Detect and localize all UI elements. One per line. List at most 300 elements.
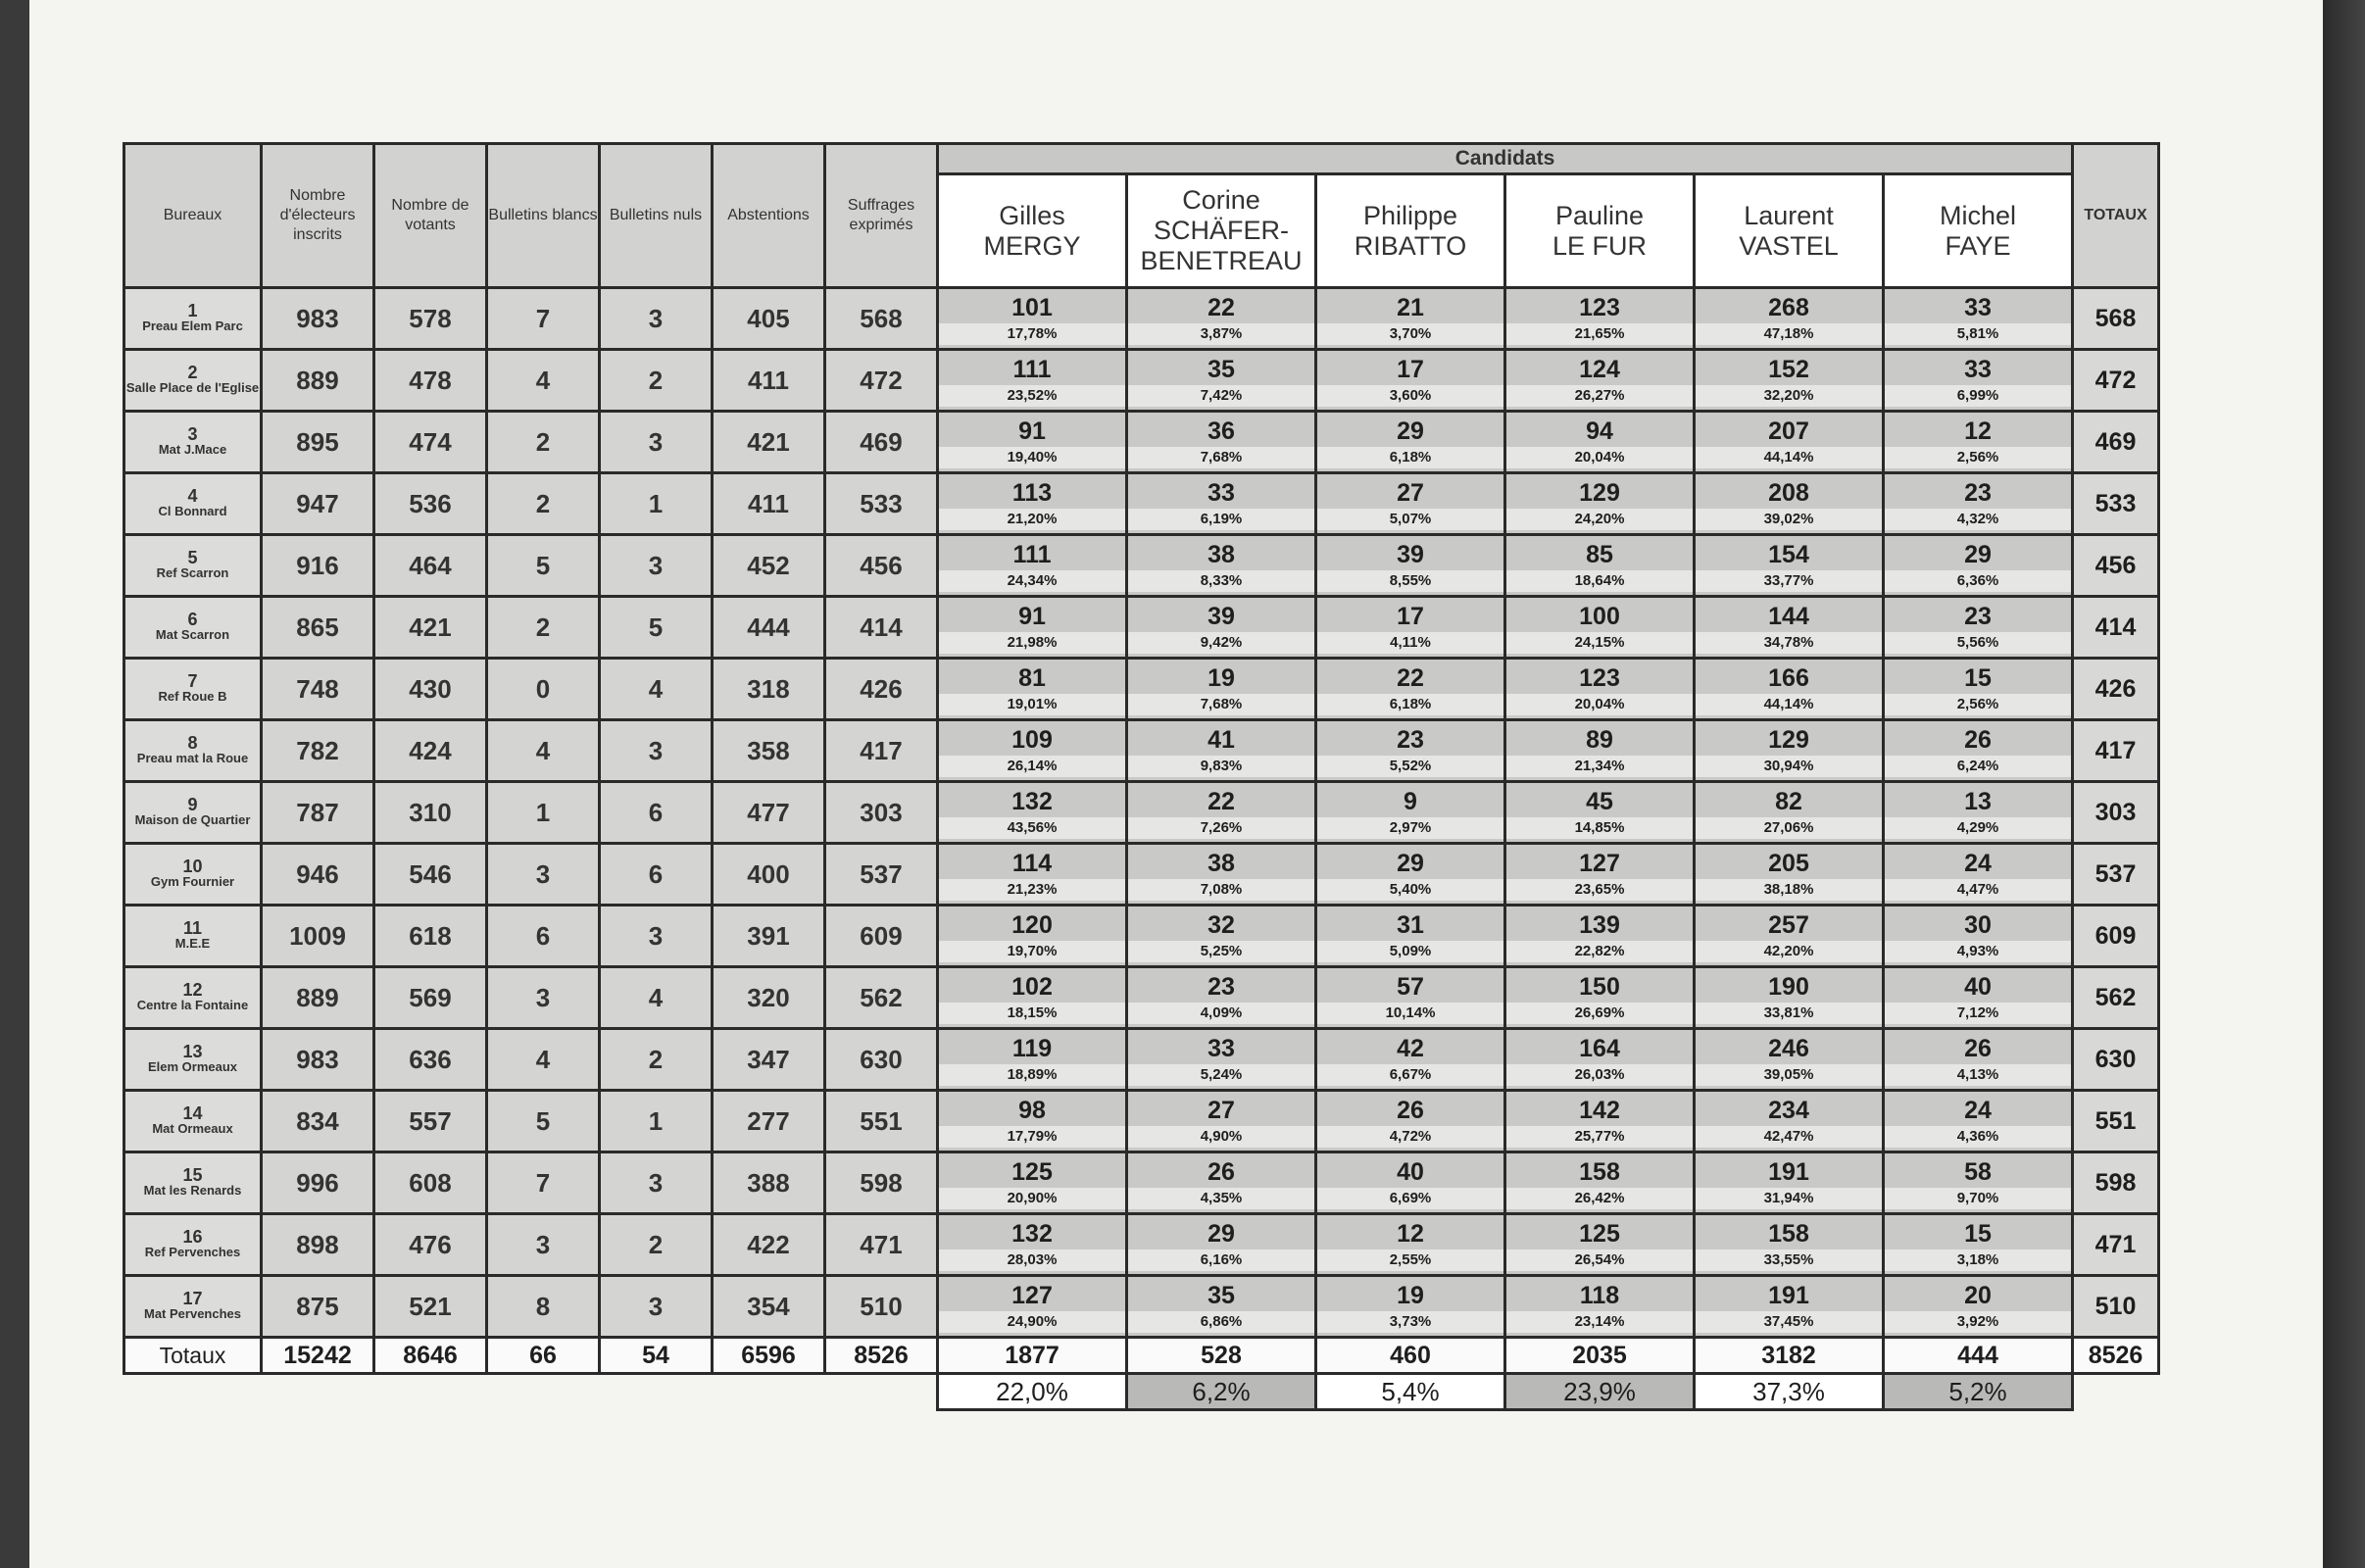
vote-cell [1316, 1214, 1505, 1276]
cell-abstentions: 347 [713, 1029, 825, 1091]
vote-cell [1316, 1029, 1505, 1091]
vote-count: 41 [1207, 726, 1235, 754]
header-votants: Nombre de votants [374, 144, 487, 288]
vote-cell [1127, 844, 1316, 906]
vote-count: 207 [1768, 417, 1809, 445]
vote-percent: 9,70% [1885, 1188, 2071, 1209]
cell-exprimes: 533 [825, 473, 938, 535]
bureau-cell [124, 659, 262, 720]
cell-nuls: 6 [600, 782, 713, 844]
vote-cell [938, 1152, 1127, 1214]
vote-count: 20 [1964, 1282, 1992, 1309]
vote-percent: 7,12% [1885, 1003, 2071, 1024]
vote-cell [938, 906, 1127, 967]
vote-count: 98 [1018, 1097, 1046, 1124]
vote-count: 36 [1207, 417, 1235, 445]
vote-percent: 7,42% [1128, 385, 1314, 407]
table-row [124, 535, 2159, 597]
vote-cell [1316, 967, 1505, 1029]
vote-cell [1127, 782, 1316, 844]
cell-blancs: 5 [487, 535, 600, 597]
cell-votants: 464 [374, 535, 487, 597]
cell-abstentions: 405 [713, 288, 825, 350]
vote-count: 85 [1586, 541, 1613, 568]
cell-abstentions: 411 [713, 473, 825, 535]
cell-exprimes: 609 [825, 906, 938, 967]
vote-percent: 26,03% [1506, 1064, 1693, 1086]
vote-percent: 23,52% [939, 385, 1125, 407]
vote-cell [1505, 1091, 1695, 1152]
cell-nuls: 4 [600, 659, 713, 720]
vote-cell [1127, 1091, 1316, 1152]
vote-cell [938, 288, 1127, 350]
vote-count: 100 [1579, 603, 1620, 630]
vote-percent: 24,15% [1506, 632, 1693, 654]
total-inscrits: 15242 [262, 1338, 374, 1374]
row-total: 537 [2073, 844, 2159, 906]
vote-percent: 5,25% [1128, 941, 1314, 962]
vote-percent: 3,73% [1317, 1311, 1503, 1333]
candidate-first-name: Gilles [999, 200, 1065, 230]
total-exprimes: 8526 [825, 1338, 938, 1374]
bureau-number: 17 [182, 1289, 203, 1308]
vote-cell [1884, 473, 2073, 535]
bureau-name: Mat J.Mace [158, 442, 227, 457]
total-candidate-percent: 37,3% [1695, 1374, 1884, 1410]
row-total: 562 [2073, 967, 2159, 1029]
cell-blancs: 5 [487, 1091, 600, 1152]
candidate-header [1505, 174, 1695, 288]
vote-percent: 5,52% [1317, 756, 1503, 777]
vote-cell [1884, 288, 2073, 350]
vote-percent: 6,19% [1128, 509, 1314, 530]
vote-count: 42 [1397, 1035, 1424, 1062]
header-bureaux: Bureaux [124, 144, 262, 288]
vote-percent: 17,78% [939, 323, 1125, 345]
row-total: 417 [2073, 720, 2159, 782]
vote-percent: 5,56% [1885, 632, 2071, 654]
vote-percent: 25,77% [1506, 1126, 1693, 1148]
vote-cell [1884, 1029, 2073, 1091]
vote-count: 94 [1586, 417, 1613, 445]
vote-count: 45 [1586, 788, 1613, 815]
vote-percent: 18,15% [939, 1003, 1125, 1024]
vote-percent: 6,99% [1885, 385, 2071, 407]
vote-percent: 6,24% [1885, 756, 2071, 777]
vote-percent: 3,92% [1885, 1311, 2071, 1333]
bureau-number: 9 [187, 795, 198, 814]
vote-percent: 21,23% [939, 879, 1125, 901]
vote-count: 26 [1397, 1097, 1424, 1124]
vote-percent: 2,97% [1317, 817, 1503, 839]
bureau-name: Ref Pervenches [144, 1245, 241, 1259]
vote-percent: 26,69% [1506, 1003, 1693, 1024]
vote-cell [1505, 1152, 1695, 1214]
vote-percent: 6,67% [1317, 1064, 1503, 1086]
vote-cell [1695, 350, 1884, 412]
bureau-name: Mat Pervenches [144, 1306, 241, 1321]
row-total: 510 [2073, 1276, 2159, 1338]
vote-percent: 28,03% [939, 1250, 1125, 1271]
cell-votants: 618 [374, 906, 487, 967]
vote-count: 33 [1964, 294, 1992, 321]
vote-percent: 6,36% [1885, 570, 2071, 592]
vote-count: 166 [1768, 664, 1809, 692]
vote-count: 13 [1964, 788, 1992, 815]
vote-cell [1884, 906, 2073, 967]
row-total: 469 [2073, 412, 2159, 473]
vote-percent: 34,78% [1696, 632, 1882, 654]
bureau-name: Preau Elem Parc [142, 318, 243, 333]
header-candidats: Candidats [938, 144, 2073, 174]
vote-percent: 7,26% [1128, 817, 1314, 839]
vote-count: 234 [1768, 1097, 1809, 1124]
vote-percent: 30,94% [1696, 756, 1882, 777]
cell-inscrits: 996 [262, 1152, 374, 1214]
bureau-cell [124, 782, 262, 844]
bureau-number: 14 [182, 1103, 203, 1123]
vote-cell [1884, 844, 2073, 906]
table-row [124, 906, 2159, 967]
vote-percent: 17,79% [939, 1126, 1125, 1148]
cell-votants: 569 [374, 967, 487, 1029]
cell-blancs: 4 [487, 1029, 600, 1091]
vote-percent: 37,45% [1696, 1311, 1882, 1333]
vote-count: 191 [1768, 1282, 1809, 1309]
vote-cell [1316, 720, 1505, 782]
vote-cell [938, 597, 1127, 659]
vote-count: 23 [1397, 726, 1424, 754]
vote-cell [1127, 720, 1316, 782]
cell-inscrits: 947 [262, 473, 374, 535]
bureau-cell [124, 844, 262, 906]
vote-count: 158 [1579, 1158, 1620, 1186]
cell-nuls: 3 [600, 1152, 713, 1214]
vote-cell [1316, 597, 1505, 659]
bureau-number: 6 [187, 610, 198, 629]
vote-count: 15 [1964, 1220, 1992, 1248]
vote-percent: 4,47% [1885, 879, 2071, 901]
vote-percent: 18,64% [1506, 570, 1693, 592]
header-totaux: TOTAUX [2073, 144, 2159, 288]
vote-cell [1316, 288, 1505, 350]
bureau-name: Salle Place de l'Eglise [125, 380, 260, 395]
total-candidate-votes: 528 [1127, 1338, 1316, 1374]
cell-blancs: 7 [487, 288, 600, 350]
vote-count: 35 [1207, 356, 1235, 383]
cell-blancs: 2 [487, 473, 600, 535]
cell-exprimes: 551 [825, 1091, 938, 1152]
vote-cell [1127, 1029, 1316, 1091]
vote-cell [1505, 597, 1695, 659]
vote-cell [1695, 844, 1884, 906]
vote-count: 26 [1964, 1035, 1992, 1062]
vote-percent: 21,65% [1506, 323, 1693, 345]
vote-count: 23 [1964, 479, 1992, 507]
vote-percent: 33,55% [1696, 1250, 1882, 1271]
bureau-cell [124, 1152, 262, 1214]
row-total: 471 [2073, 1214, 2159, 1276]
vote-count: 39 [1397, 541, 1424, 568]
table-row [124, 1276, 2159, 1338]
cell-inscrits: 787 [262, 782, 374, 844]
row-total: 426 [2073, 659, 2159, 720]
table-row [124, 782, 2159, 844]
vote-count: 113 [1011, 479, 1053, 507]
vote-percent: 3,60% [1317, 385, 1503, 407]
vote-count: 29 [1397, 417, 1424, 445]
bureau-name: Elem Ormeaux [147, 1059, 238, 1074]
cell-inscrits: 889 [262, 350, 374, 412]
bureau-name: Cl Bonnard [158, 504, 227, 518]
cell-votants: 546 [374, 844, 487, 906]
vote-cell [1505, 473, 1695, 535]
vote-count: 123 [1579, 664, 1620, 692]
vote-cell [1127, 473, 1316, 535]
vote-cell [1127, 412, 1316, 473]
cell-inscrits: 875 [262, 1276, 374, 1338]
vote-cell [938, 350, 1127, 412]
vote-cell [1505, 535, 1695, 597]
row-total: 609 [2073, 906, 2159, 967]
cell-exprimes: 630 [825, 1029, 938, 1091]
total-candidate-votes: 444 [1884, 1338, 2073, 1374]
bureau-number: 12 [182, 980, 203, 1000]
vote-count: 27 [1207, 1097, 1235, 1124]
vote-count: 38 [1207, 541, 1235, 568]
cell-abstentions: 391 [713, 906, 825, 967]
cell-nuls: 3 [600, 720, 713, 782]
cell-exprimes: 469 [825, 412, 938, 473]
vote-percent: 24,20% [1506, 509, 1693, 530]
row-total: 598 [2073, 1152, 2159, 1214]
vote-cell [938, 412, 1127, 473]
vote-count: 31 [1397, 911, 1424, 939]
vote-count: 164 [1579, 1035, 1620, 1062]
cell-inscrits: 889 [262, 967, 374, 1029]
candidate-first-name: Laurent [1744, 200, 1834, 230]
vote-count: 124 [1579, 356, 1620, 383]
vote-percent: 18,89% [939, 1064, 1125, 1086]
vote-count: 109 [1011, 726, 1053, 754]
row-total: 456 [2073, 535, 2159, 597]
vote-count: 118 [1579, 1282, 1620, 1309]
vote-count: 89 [1586, 726, 1613, 754]
bureau-cell [124, 473, 262, 535]
empty-cell [262, 1374, 374, 1410]
totals-label: Totaux [124, 1338, 262, 1374]
vote-percent: 5,09% [1317, 941, 1503, 962]
vote-count: 142 [1579, 1097, 1620, 1124]
vote-percent: 7,08% [1128, 879, 1314, 901]
vote-percent: 4,32% [1885, 509, 2071, 530]
vote-cell [1127, 597, 1316, 659]
empty-cell [374, 1374, 487, 1410]
vote-count: 29 [1964, 541, 1992, 568]
total-candidate-votes: 3182 [1695, 1338, 1884, 1374]
bureau-cell [124, 906, 262, 967]
vote-cell [1316, 659, 1505, 720]
bureau-number: 15 [182, 1165, 203, 1185]
candidate-first-name: Michel [1939, 200, 2017, 230]
vote-percent: 19,40% [939, 447, 1125, 468]
cell-nuls: 3 [600, 288, 713, 350]
table-row [124, 288, 2159, 350]
header-nuls: Bulletins nuls [600, 144, 713, 288]
vote-cell [1505, 659, 1695, 720]
bureau-name: Preau mat la Roue [136, 751, 249, 765]
vote-cell [938, 844, 1127, 906]
table-row [124, 967, 2159, 1029]
vote-percent: 27,06% [1696, 817, 1882, 839]
vote-cell [938, 1029, 1127, 1091]
cell-nuls: 5 [600, 597, 713, 659]
vote-cell [1695, 473, 1884, 535]
bureau-name: Centre la Fontaine [136, 998, 249, 1012]
total-nuls: 54 [600, 1338, 713, 1374]
vote-cell [1505, 288, 1695, 350]
vote-count: 82 [1775, 788, 1802, 815]
vote-cell [938, 782, 1127, 844]
bureau-number: 4 [187, 486, 198, 506]
row-total: 568 [2073, 288, 2159, 350]
cell-abstentions: 400 [713, 844, 825, 906]
vote-cell [1505, 720, 1695, 782]
table-row [124, 412, 2159, 473]
cell-blancs: 2 [487, 412, 600, 473]
header-blancs: Bulletins blancs [487, 144, 600, 288]
table-surface [2323, 0, 2365, 1568]
header-exprimes: Suffrages exprimés [825, 144, 938, 288]
vote-count: 22 [1397, 664, 1424, 692]
cell-blancs: 4 [487, 720, 600, 782]
vote-count: 127 [1579, 850, 1620, 877]
vote-percent: 14,85% [1506, 817, 1693, 839]
vote-cell [1127, 906, 1316, 967]
bureau-name: Ref Scarron [156, 565, 229, 580]
vote-count: 129 [1768, 726, 1809, 754]
cell-votants: 536 [374, 473, 487, 535]
vote-count: 190 [1768, 973, 1809, 1001]
bureau-number: 5 [187, 548, 198, 567]
vote-cell [1316, 844, 1505, 906]
row-total: 303 [2073, 782, 2159, 844]
vote-count: 191 [1768, 1158, 1809, 1186]
vote-percent: 26,54% [1506, 1250, 1693, 1271]
vote-cell [938, 1091, 1127, 1152]
vote-count: 12 [1397, 1220, 1424, 1248]
cell-abstentions: 452 [713, 535, 825, 597]
cell-inscrits: 834 [262, 1091, 374, 1152]
vote-cell [1695, 288, 1884, 350]
vote-count: 257 [1768, 911, 1809, 939]
vote-percent: 19,70% [939, 941, 1125, 962]
vote-cell [1505, 350, 1695, 412]
candidate-last-name: SCHÄFER-BENETREAU [1140, 216, 1303, 275]
vote-percent: 4,13% [1885, 1064, 2071, 1086]
cell-nuls: 1 [600, 473, 713, 535]
empty-cell [825, 1374, 938, 1410]
vote-percent: 5,40% [1317, 879, 1503, 901]
vote-percent: 3,70% [1317, 323, 1503, 345]
cell-nuls: 2 [600, 1029, 713, 1091]
vote-cell [1884, 1214, 2073, 1276]
empty-cell [713, 1374, 825, 1410]
total-candidate-votes: 1877 [938, 1338, 1127, 1374]
vote-percent: 26,14% [939, 756, 1125, 777]
vote-percent: 7,68% [1128, 447, 1314, 468]
vote-cell [1695, 720, 1884, 782]
vote-percent: 39,02% [1696, 509, 1882, 530]
vote-count: 246 [1768, 1035, 1809, 1062]
vote-cell [1505, 782, 1695, 844]
table-row [124, 659, 2159, 720]
vote-percent: 39,05% [1696, 1064, 1882, 1086]
vote-count: 22 [1207, 788, 1235, 815]
vote-cell [1505, 1214, 1695, 1276]
bureau-cell [124, 1214, 262, 1276]
vote-cell [1316, 906, 1505, 967]
empty-cell [2073, 1374, 2159, 1410]
cell-exprimes: 472 [825, 350, 938, 412]
vote-percent: 10,14% [1317, 1003, 1503, 1024]
bureau-cell [124, 1029, 262, 1091]
vote-percent: 5,07% [1317, 509, 1503, 530]
vote-count: 101 [1011, 294, 1053, 321]
vote-percent: 4,11% [1317, 632, 1503, 654]
cell-abstentions: 354 [713, 1276, 825, 1338]
vote-cell [1505, 967, 1695, 1029]
cell-votants: 578 [374, 288, 487, 350]
cell-abstentions: 421 [713, 412, 825, 473]
cell-inscrits: 983 [262, 288, 374, 350]
vote-percent: 33,81% [1696, 1003, 1882, 1024]
cell-inscrits: 865 [262, 597, 374, 659]
vote-count: 33 [1964, 356, 1992, 383]
total-candidate-percent: 22,0% [938, 1374, 1127, 1410]
vote-count: 17 [1397, 356, 1424, 383]
vote-count: 29 [1207, 1220, 1235, 1248]
cell-blancs: 8 [487, 1276, 600, 1338]
cell-inscrits: 782 [262, 720, 374, 782]
total-candidate-percent: 5,4% [1316, 1374, 1505, 1410]
candidate-last-name: LE FUR [1552, 230, 1648, 261]
vote-percent: 7,68% [1128, 694, 1314, 715]
vote-cell [1695, 1029, 1884, 1091]
cell-nuls: 6 [600, 844, 713, 906]
vote-percent: 8,33% [1128, 570, 1314, 592]
candidate-header [1695, 174, 1884, 288]
cell-exprimes: 598 [825, 1152, 938, 1214]
vote-count: 19 [1397, 1282, 1424, 1309]
table-row [124, 844, 2159, 906]
cell-blancs: 6 [487, 906, 600, 967]
total-candidate-percent: 23,9% [1505, 1374, 1695, 1410]
candidate-header [938, 174, 1127, 288]
vote-percent: 26,27% [1506, 385, 1693, 407]
vote-count: 23 [1207, 973, 1235, 1001]
vote-percent: 6,86% [1128, 1311, 1314, 1333]
bureau-cell [124, 288, 262, 350]
vote-percent: 24,90% [939, 1311, 1125, 1333]
cell-votants: 476 [374, 1214, 487, 1276]
cell-votants: 310 [374, 782, 487, 844]
cell-abstentions: 358 [713, 720, 825, 782]
vote-count: 154 [1768, 541, 1809, 568]
cell-nuls: 3 [600, 535, 713, 597]
vote-count: 40 [1964, 973, 1992, 1001]
total-blancs: 66 [487, 1338, 600, 1374]
